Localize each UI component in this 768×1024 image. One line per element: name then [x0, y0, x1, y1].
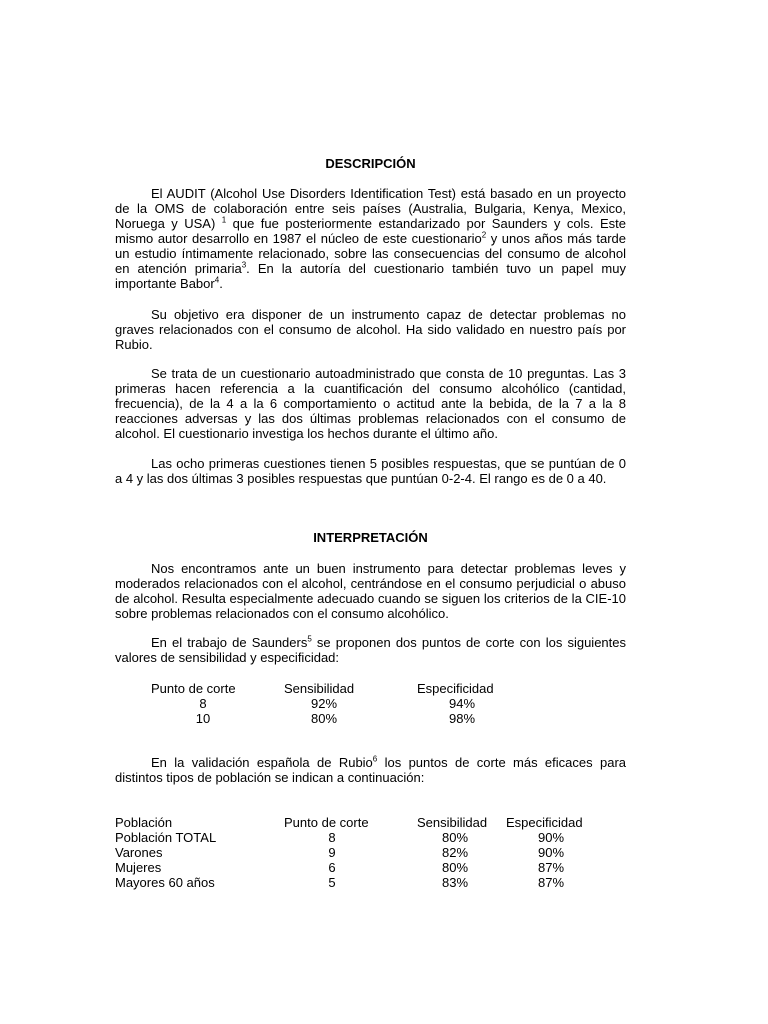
table-cell: Mayores 60 años [115, 875, 215, 890]
paragraph-rubio [115, 755, 626, 785]
footnote-ref: 2 [481, 230, 487, 240]
table-cell: 87% [537, 875, 565, 890]
table-header-cell: Sensibilidad [284, 681, 355, 696]
table-cell: 5 [328, 875, 336, 890]
table-cell: 92% [310, 696, 338, 711]
paragraph-text: Su objetivo era disponer de un instrumento capaz de detectar problemas no graves relacionados con el consumo de alcohol. Ha sido validado en nuestro país por Rubio. [115, 307, 626, 352]
table-cell: 6 [328, 860, 336, 875]
table-cell: 8 [328, 830, 336, 845]
table-header-cell: Sensibilidad [417, 815, 488, 830]
section-heading-interpretacion: INTERPRETACIÓN [313, 530, 428, 545]
footnote-ref: 6 [372, 754, 378, 764]
table-header-cell: Especificidad [417, 681, 494, 696]
paragraph-text: Se trata de un cuestionario autoadministrado que consta de 10 preguntas. Las 3 primeras hacen referencia a la cuantificación del consumo alcohólico (cantidad, frecuencia), de la 4 a la 6 comportamiento o actitud ante la bebida, de la 7 a la 8 reacciones adversas y las dos últimas problemas relacionados con el consumo de alcohol. El cuestionario investiga los hechos durante el último año. [115, 366, 626, 441]
paragraph-text: . [219, 276, 223, 291]
table-cell: Mujeres [115, 860, 162, 875]
table-cell: 87% [537, 860, 565, 875]
table-cell: 9 [328, 845, 336, 860]
footnote-ref: 1 [221, 215, 227, 225]
paragraph-saunders [115, 635, 626, 665]
paragraph-structure [115, 366, 626, 441]
table-cell: 98% [448, 711, 476, 726]
table-cell: 10 [195, 711, 211, 726]
paragraph-scoring [115, 456, 626, 486]
section-heading-descripcion: DESCRIPCIÓN [325, 156, 416, 171]
table-cell: 83% [441, 875, 469, 890]
paragraph-text: . En la autoría del cuestionario también tuvo un papel muy importante Babor [115, 261, 626, 291]
table-cell: Varones [115, 845, 163, 860]
table-cell: 90% [537, 830, 565, 845]
table-cell: 80% [310, 711, 338, 726]
rubio-population-table [0, 815, 768, 893]
paragraph-interpretation [115, 561, 626, 621]
table-cell: 94% [448, 696, 476, 711]
paragraph-text: se proponen dos puntos de corte con los siguientes valores de sensibilidad y especificidad: [115, 635, 626, 665]
paragraph-text: Nos encontramos ante un buen instrumento para detectar problemas leves y moderados relacionados con el alcohol, centrándose en el consumo perjudicial o abuso de alcohol. Resulta especialmente adecuado cuando se siguen los criterios de la CIE-10 sobre problemas relacionados con el consumo alcohólico. [115, 561, 626, 621]
table-cell: 82% [441, 845, 469, 860]
table-cell: Población TOTAL [115, 830, 217, 845]
saunders-cutoff-table [0, 681, 768, 729]
table-header-cell: Población [115, 815, 173, 830]
table-cell: 90% [537, 845, 565, 860]
paragraph-text: los puntos de corte más eficaces para distintos tipos de población se indican a continuación: [115, 755, 626, 785]
paragraph-text: El AUDIT (Alcohol Use Disorders Identification Test) está basado en un proyecto de la OMS de colaboración entre seis países (Australia, Bulgaria, Kenya, Mexico, Noruega y USA) [115, 186, 626, 231]
paragraph-text: Las ocho primeras cuestiones tienen 5 posibles respuestas, que se puntúan de 0 a 4 y las dos últimas 3 posibles respuestas que puntúan 0-2-4. El rango es de 0 a 40. [115, 456, 626, 486]
footnote-ref: 4 [214, 275, 220, 285]
paragraph-text: que fue posteriormente estandarizado por Saunders y cols. Este mismo autor desarrollo en 1987 el núcleo de este cuestionario [115, 216, 626, 246]
table-cell: 80% [441, 830, 469, 845]
paragraph-text: En el trabajo de Saunders [151, 635, 308, 650]
table-header-cell: Especificidad [506, 815, 583, 830]
table-header-cell: Punto de corte [284, 815, 369, 830]
paragraph-audit-origin [115, 186, 626, 291]
paragraph-text: En la validación española de Rubio [151, 755, 373, 770]
footnote-ref: 3 [241, 260, 247, 270]
table-header-cell: Punto de corte [151, 681, 236, 696]
paragraph-objective [115, 307, 626, 352]
footnote-ref: 5 [307, 634, 312, 644]
table-cell: 80% [441, 860, 469, 875]
paragraph-text: y unos años más tarde un estudio íntimamente relacionado, sobre las consecuencias del consumo de alcohol en atención primaria [115, 231, 626, 276]
table-cell: 8 [199, 696, 207, 711]
